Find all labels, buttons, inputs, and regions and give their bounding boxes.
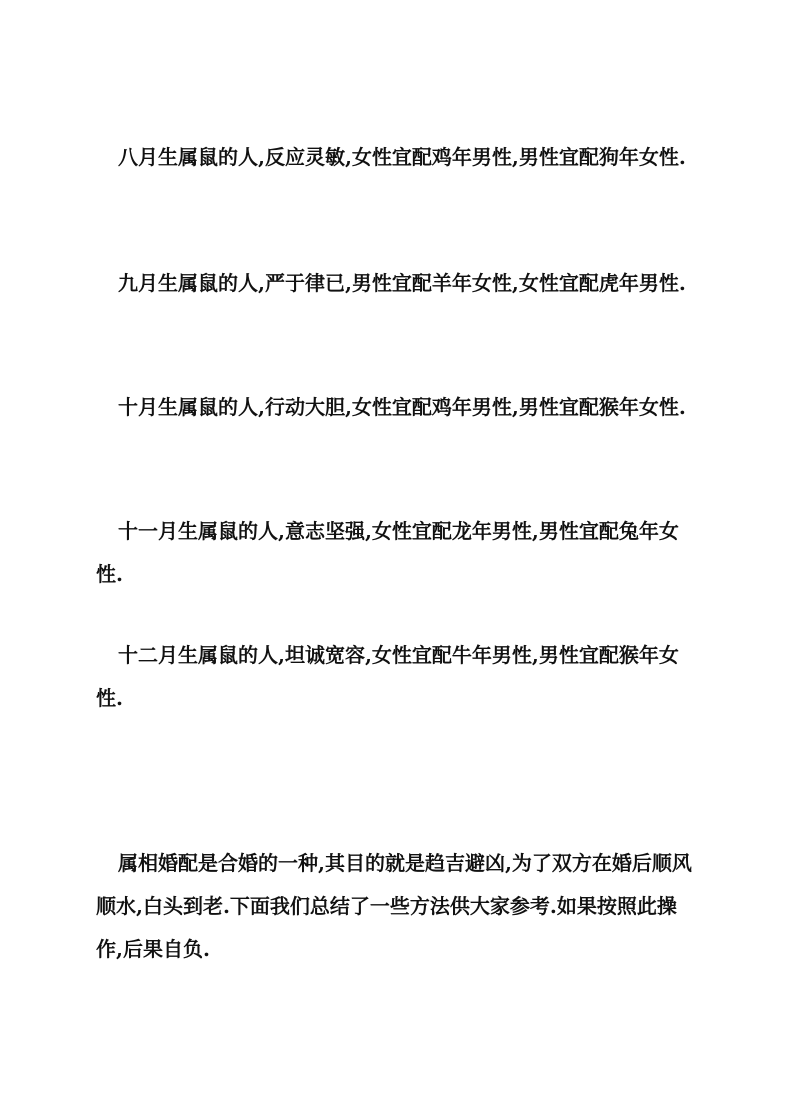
paragraph-summary: 属相婚配是合婚的一种,其目的就是趋吉避凶,为了双方在婚后顺风顺水,白头到老.下面我们总结了一些方法供大家参考.如果按照此操作,后果自负.: [96, 851, 692, 961]
paragraph-september: 九月生属鼠的人,严于律已,男性宜配羊年女性,女性宜配虎年男性.: [118, 271, 686, 295]
paragraph-november: 十一月生属鼠的人,意志坚强,女性宜配龙年男性,男性宜配兔年女性.: [96, 519, 679, 586]
paragraph-october: 十月生属鼠的人,行动大胆,女性宜配鸡年男性,男性宜配猴年女性.: [118, 395, 686, 419]
paragraph-december: 十二月生属鼠的人,坦诚宽容,女性宜配牛年男性,男性宜配猴年女性.: [96, 643, 679, 710]
paragraph-august: 八月生属鼠的人,反应灵敏,女性宜配鸡年男性,男性宜配狗年女性.: [118, 145, 686, 169]
